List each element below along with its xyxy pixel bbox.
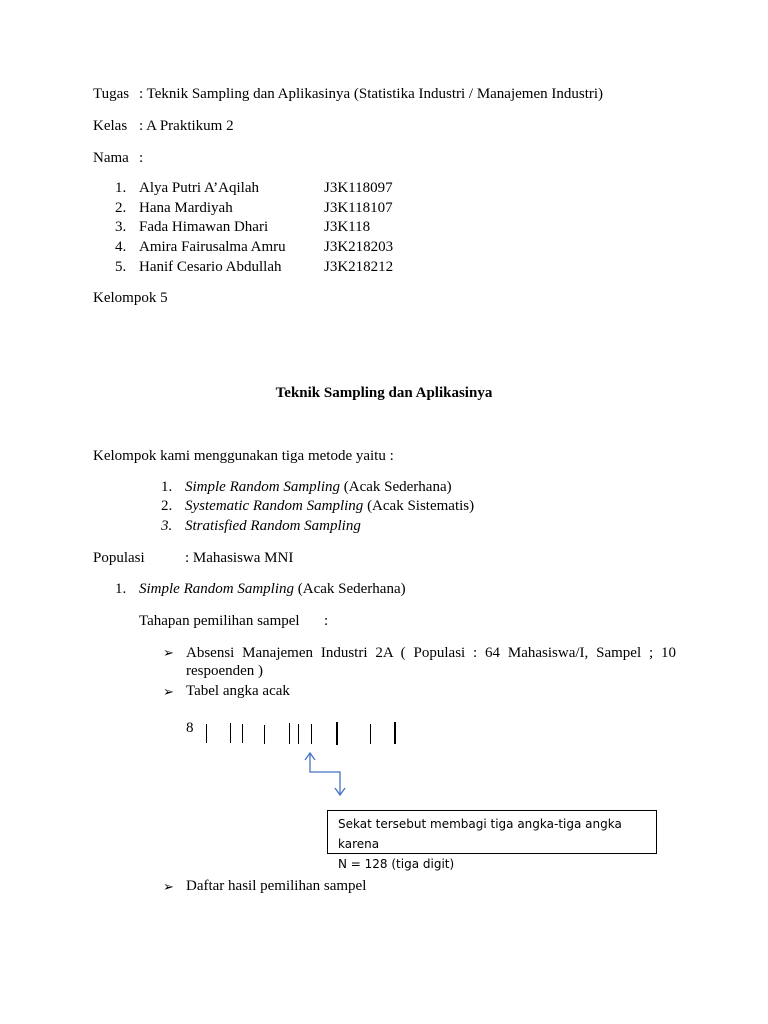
tugas-label: Tugas: [93, 86, 130, 102]
member-number: 3.: [115, 219, 127, 235]
tugas-value: : Teknik Sampling dan Aplikasinya (Statistika Industri / Manajemen Industri): [139, 86, 604, 102]
nama-label: Nama: [93, 150, 129, 166]
member-number: 5.: [115, 259, 127, 275]
kelompok-label: Kelompok 5: [93, 290, 168, 306]
member-number: 1.: [115, 180, 127, 196]
bullet-absensi: Absensi Manajemen Industri 2A ( Populasi : 64 Mahasiswa/I, Sampel ; 10 respoenden ): [186, 645, 676, 679]
arrow-bullet-icon: ➢: [163, 879, 174, 894]
populasi-value: : Mahasiswa MNI: [185, 550, 294, 566]
member-name: Amira Fairusalma Amru: [139, 239, 286, 255]
member-number: 2.: [115, 200, 127, 216]
nama-value: :: [139, 150, 144, 166]
connector-arrow-icon: [296, 748, 356, 800]
separator-mark: [298, 724, 299, 744]
member-name: Fada Himawan Dhari: [139, 219, 269, 235]
tahapan-label: Tahapan pemilihan sampel: [139, 613, 300, 629]
method-item: [185, 498, 474, 515]
method-number: 3.: [161, 518, 173, 534]
member-id: J3K218203: [324, 239, 394, 255]
method-item: [185, 479, 452, 496]
callout-line-1: Sekat tersebut membagi tiga angka-tiga angka karena: [338, 817, 622, 851]
method-number: 1.: [161, 479, 173, 495]
member-id: J3K218212: [324, 259, 394, 275]
method-note: (Acak Sederhana): [340, 479, 452, 495]
separator-mark: [264, 725, 265, 744]
random-digit: 8: [186, 720, 194, 736]
intro-text: Kelompok kami menggunakan tiga metode yaitu :: [93, 448, 394, 464]
separator-mark: [230, 723, 231, 743]
populasi-label: Populasi: [93, 550, 145, 566]
arrow-bullet-icon: ➢: [163, 684, 174, 699]
method-name: Stratisfied Random Sampling: [185, 518, 361, 534]
section-name: Simple Random Sampling: [139, 581, 294, 597]
method-name: Systematic Random Sampling: [185, 498, 364, 514]
section-number: 1.: [115, 581, 127, 597]
member-id: J3K118: [324, 219, 371, 235]
bullet-daftar: Daftar hasil pemilihan sampel: [186, 878, 367, 894]
member-name: Alya Putri A’Aqilah: [139, 180, 259, 196]
tahapan-colon: :: [324, 613, 329, 629]
arrow-bullet-icon: ➢: [163, 645, 174, 660]
separator-mark: [336, 722, 338, 745]
separator-mark: [206, 724, 207, 743]
member-name: Hana Mardiyah: [139, 200, 233, 216]
callout-line-2: N = 128 (tiga digit): [338, 857, 455, 871]
member-name: Hanif Cesario Abdullah: [139, 259, 282, 275]
separator-mark: [242, 724, 243, 743]
method-number: 2.: [161, 498, 173, 514]
method-name: Simple Random Sampling: [185, 479, 340, 495]
separator-mark: [394, 722, 396, 744]
method-item: [185, 518, 361, 535]
separator-mark: [370, 724, 371, 744]
bullet-tabel: Tabel angka acak: [186, 683, 290, 699]
kelas-value: : A Praktikum 2: [139, 118, 234, 134]
section-note: (Acak Sederhana): [294, 581, 406, 597]
separator-mark: [289, 723, 290, 744]
method-note: (Acak Sistematis): [363, 498, 475, 514]
separator-mark: [311, 724, 312, 744]
kelas-label: Kelas: [93, 118, 128, 134]
callout-box: [327, 810, 657, 871]
member-number: 4.: [115, 239, 127, 255]
section-heading: [139, 581, 406, 598]
member-id: J3K118097: [324, 180, 393, 196]
page-title: Teknik Sampling dan Aplikasinya: [275, 385, 493, 401]
member-id: J3K118107: [324, 200, 393, 216]
